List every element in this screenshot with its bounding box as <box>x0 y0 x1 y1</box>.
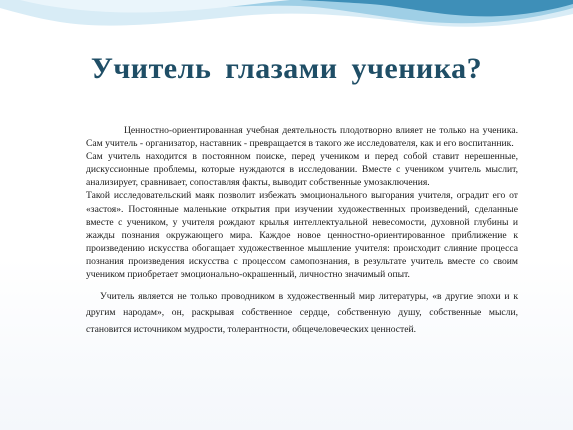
paragraph: Учитель является не только проводником в художественный мир литературы, «в другие эпохи и к другим народам», он, раскрывая собственное сердце, собственную душу, собственные мысли, становится источником мудрости, толерантности, общечеловеческих ценностей. <box>86 291 518 335</box>
decorative-waves <box>0 0 573 60</box>
slide-title: Учитель глазами ученика? <box>90 52 483 85</box>
paragraph: Сам учитель находится в постоянном поиске, перед учеником и перед собой ставит нерешенные, дискуссионные проблемы, которые нуждаются в исследовании. Вместе с учеником учитель мыслит, анализирует, сравнивает, сопоставляя факты, выводит собственные умозаключения. <box>86 151 518 189</box>
paragraph: Ценностно-ориентированная учебная деятельность плодотворно влияет не только на ученика. Сам учитель - организатор, наставник - превращается в такого же исследователя, как и его воспитанник. <box>86 125 518 150</box>
paragraph: Такой исследовательский маяк позволит избежать эмоционального выгорания учителя, оградит его от «застоя». Постоянные маленькие открытия при изучении художественных произведений, сделанные вместе с учеником, у учителя рождают крылья интеллектуальной невесомости, духовной глубины и жажды познания окружающего мира. Каждое новое ценностно-ориентированное приближение к произведению искусства обогащает художественное мышление учителя: происходит слияние процесса познания произведения искусства с процессом самопознания, в результате учитель вместе со своим учеником приобретает эмоционально-окрашенный, личностно значимый опыт. <box>86 190 518 281</box>
slide-body <box>86 124 518 338</box>
